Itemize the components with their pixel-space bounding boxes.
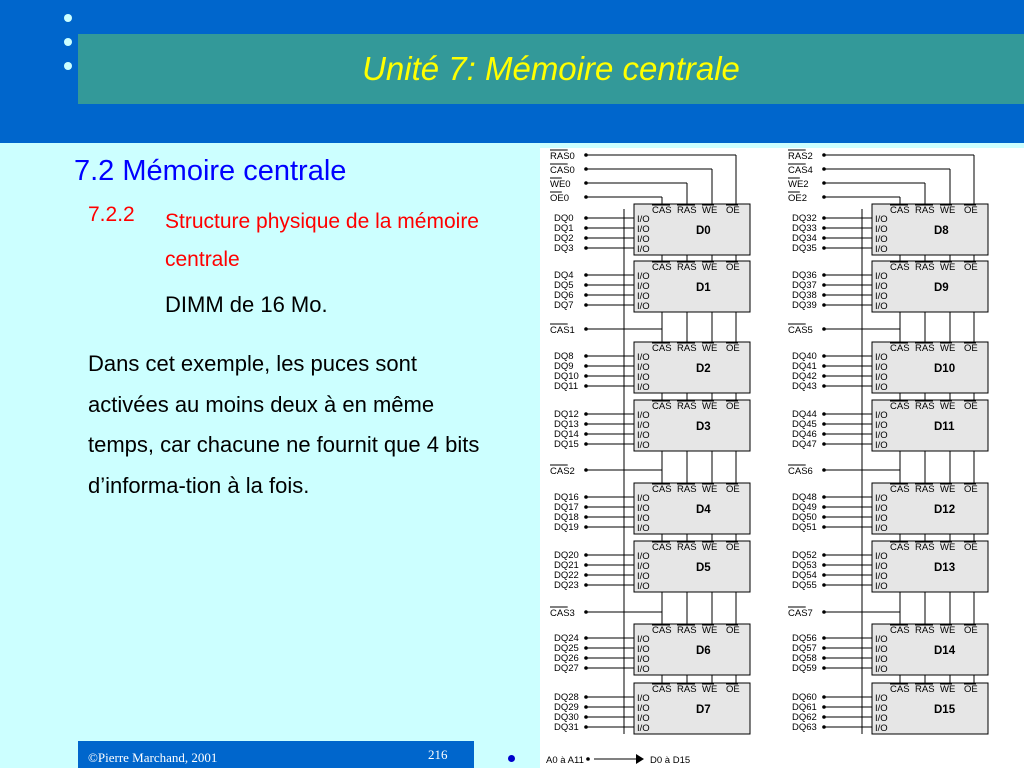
io-label: I/O — [875, 634, 888, 645]
io-label: I/O — [637, 410, 650, 421]
chip-pin-label: RAS — [677, 262, 697, 273]
io-label: I/O — [875, 372, 888, 383]
io-label: I/O — [875, 703, 888, 714]
cas-label: CAS7 — [788, 608, 813, 619]
address-bus-label: A0 à A11 — [546, 755, 584, 766]
dq-label: DQ11 — [554, 381, 579, 392]
io-label: I/O — [875, 571, 888, 582]
io-label: I/O — [637, 703, 650, 714]
chip-pin-label: CAS — [652, 542, 672, 553]
bullet-dot-icon — [64, 38, 72, 46]
dq-label: DQ21 — [554, 560, 579, 571]
dq-label: DQ26 — [554, 653, 579, 664]
dq-label: DQ61 — [792, 702, 817, 713]
io-label: I/O — [637, 551, 650, 562]
dq-label: DQ13 — [554, 419, 579, 430]
chip-name: D7 — [696, 704, 711, 716]
dq-label: DQ1 — [554, 223, 574, 234]
chip-pin-label: RAS — [915, 542, 935, 553]
chip-name: D5 — [696, 562, 711, 574]
dq-label: DQ23 — [554, 580, 579, 591]
dq-label: DQ14 — [554, 429, 579, 440]
chip-pin-label: OE — [964, 401, 978, 412]
chip-name: D11 — [934, 421, 955, 433]
chip-pin-label: WE — [702, 262, 718, 273]
dq-label: DQ63 — [792, 722, 817, 733]
chip-name: D14 — [934, 645, 956, 657]
signal-label: OE0 — [550, 193, 570, 204]
chip-pin-label: CAS — [652, 401, 672, 412]
io-label: I/O — [875, 214, 888, 225]
chip-pin-label: OE — [964, 484, 978, 495]
dq-label: DQ36 — [792, 270, 817, 281]
dq-label: DQ0 — [554, 213, 574, 224]
dq-label: DQ60 — [792, 692, 817, 703]
chip-pin-label: OE — [964, 343, 978, 354]
chip-name: D10 — [934, 363, 956, 375]
dq-label: DQ46 — [792, 429, 817, 440]
title-box — [78, 34, 1024, 104]
chip-name: D9 — [934, 282, 949, 294]
chip-name: D2 — [696, 363, 711, 375]
signal-label: CAS4 — [788, 165, 813, 176]
io-label: I/O — [875, 410, 888, 421]
io-label: I/O — [637, 281, 650, 292]
chip-pin-label: WE — [702, 205, 718, 216]
io-label: I/O — [637, 244, 650, 255]
dq-label: DQ54 — [792, 570, 817, 581]
chip-name: D0 — [696, 225, 711, 237]
dq-label: DQ25 — [554, 643, 579, 654]
chip-pin-label: RAS — [677, 205, 697, 216]
chip-pin-label: OE — [726, 343, 740, 354]
io-label: I/O — [875, 362, 888, 373]
dq-label: DQ44 — [792, 409, 817, 420]
chip-pin-label: OE — [726, 262, 740, 273]
io-label: I/O — [875, 644, 888, 655]
dq-label: DQ22 — [554, 570, 579, 581]
io-label: I/O — [637, 440, 650, 451]
dq-label: DQ40 — [792, 351, 817, 362]
chip-name: D15 — [934, 704, 956, 716]
chip-pin-label: WE — [940, 625, 956, 636]
io-label: I/O — [637, 713, 650, 724]
chip-pin-label: WE — [940, 484, 956, 495]
chip-pin-label: CAS — [890, 542, 910, 553]
io-label: I/O — [637, 654, 650, 665]
io-label: I/O — [637, 723, 650, 734]
section-heading: 7.2 Mémoire centrale — [74, 155, 347, 187]
dq-label: DQ45 — [792, 419, 817, 430]
dq-label: DQ4 — [554, 270, 574, 281]
signal-label: WE2 — [788, 179, 809, 190]
io-label: I/O — [875, 493, 888, 504]
dq-label: DQ38 — [792, 290, 817, 301]
chip-name: D4 — [696, 504, 711, 516]
chip-name: D3 — [696, 421, 711, 433]
chip-pin-label: RAS — [677, 343, 697, 354]
dq-label: DQ12 — [554, 409, 579, 420]
chip-pin-label: WE — [940, 262, 956, 273]
dq-label: DQ3 — [554, 243, 574, 254]
chip-pin-label: RAS — [915, 401, 935, 412]
chip-pin-label: CAS — [652, 205, 672, 216]
io-label: I/O — [875, 654, 888, 665]
bullet-dot-icon — [64, 62, 72, 70]
io-label: I/O — [875, 382, 888, 393]
chip-pin-label: CAS — [890, 625, 910, 636]
chip-pin-label: WE — [702, 542, 718, 553]
dq-label: DQ9 — [554, 361, 574, 372]
dq-label: DQ55 — [792, 580, 817, 591]
chip-pin-label: RAS — [677, 484, 697, 495]
bullet-dot-icon — [508, 755, 515, 762]
chip-pin-label: WE — [702, 484, 718, 495]
chip-pin-label: RAS — [915, 625, 935, 636]
io-label: I/O — [875, 271, 888, 282]
dq-label: DQ7 — [554, 300, 574, 311]
chip-pin-label: RAS — [915, 484, 935, 495]
footer-page-number: 216 — [428, 747, 448, 762]
io-label: I/O — [875, 581, 888, 592]
io-label: I/O — [637, 693, 650, 704]
io-label: I/O — [637, 664, 650, 675]
chip-pin-label: RAS — [677, 401, 697, 412]
chip-name: D6 — [696, 645, 711, 657]
chip-pin-label: OE — [726, 625, 740, 636]
dimm-diagram-svg — [540, 148, 1024, 768]
dq-label: DQ10 — [554, 371, 579, 382]
dq-label: DQ53 — [792, 560, 817, 571]
io-label: I/O — [875, 244, 888, 255]
cas-label: CAS5 — [788, 325, 813, 336]
signal-label: OE2 — [788, 193, 808, 204]
dq-label: DQ35 — [792, 243, 817, 254]
dq-label: DQ56 — [792, 633, 817, 644]
footer-copyright: ©Pierre Marchand, 2001 — [88, 750, 218, 765]
dq-label: DQ39 — [792, 300, 817, 311]
io-label: I/O — [875, 713, 888, 724]
chip-pin-label: RAS — [915, 205, 935, 216]
data-bus-label: D0 à D15 — [650, 755, 691, 766]
chip-pin-label: WE — [940, 542, 956, 553]
cas-label: CAS1 — [550, 325, 575, 336]
io-label: I/O — [637, 493, 650, 504]
io-label: I/O — [637, 523, 650, 534]
io-label: I/O — [637, 503, 650, 514]
chip-pin-label: CAS — [890, 684, 910, 695]
io-label: I/O — [875, 693, 888, 704]
cas-label: CAS2 — [550, 466, 575, 477]
chip-name: D13 — [934, 562, 956, 574]
signal-label: RAS0 — [550, 151, 575, 162]
io-label: I/O — [875, 723, 888, 734]
io-label: I/O — [875, 523, 888, 534]
dq-label: DQ16 — [554, 492, 579, 503]
dq-label: DQ24 — [554, 633, 579, 644]
dq-label: DQ15 — [554, 439, 579, 450]
io-label: I/O — [875, 503, 888, 514]
dq-label: DQ28 — [554, 692, 579, 703]
io-label: I/O — [875, 420, 888, 431]
chip-pin-label: RAS — [915, 262, 935, 273]
chip-pin-label: OE — [964, 542, 978, 553]
subsection-title: Structure physique de la mémoire centrale — [165, 210, 479, 271]
io-label: I/O — [875, 281, 888, 292]
chip-pin-label: RAS — [677, 684, 697, 695]
signal-label: WE0 — [550, 179, 571, 190]
chip-pin-label: WE — [940, 401, 956, 412]
chip-pin-label: CAS — [652, 484, 672, 495]
arrow-icon — [636, 754, 644, 764]
dq-label: DQ31 — [554, 722, 579, 733]
io-label: I/O — [875, 551, 888, 562]
dq-label: DQ27 — [554, 663, 579, 674]
chip-pin-label: CAS — [652, 262, 672, 273]
chip-pin-label: CAS — [890, 484, 910, 495]
dimm-caption: DIMM de 16 Mo. — [165, 292, 328, 317]
signal-label: CAS0 — [550, 165, 575, 176]
pin-dot — [586, 757, 590, 761]
chip-pin-label: WE — [940, 343, 956, 354]
chip-pin-label: RAS — [677, 625, 697, 636]
dq-label: DQ50 — [792, 512, 817, 523]
io-label: I/O — [875, 664, 888, 675]
dq-label: DQ48 — [792, 492, 817, 503]
io-label: I/O — [637, 291, 650, 302]
chip-pin-label: OE — [964, 625, 978, 636]
chip-pin-label: CAS — [890, 343, 910, 354]
io-label: I/O — [875, 430, 888, 441]
io-label: I/O — [875, 352, 888, 363]
chip-pin-label: CAS — [890, 401, 910, 412]
chip-name: D1 — [696, 282, 711, 294]
dq-label: DQ58 — [792, 653, 817, 664]
dq-label: DQ59 — [792, 663, 817, 674]
dq-label: DQ20 — [554, 550, 579, 561]
dq-label: DQ41 — [792, 361, 817, 372]
io-label: I/O — [637, 571, 650, 582]
io-label: I/O — [637, 420, 650, 431]
chip-pin-label: OE — [964, 684, 978, 695]
dq-label: DQ19 — [554, 522, 579, 533]
io-label: I/O — [637, 634, 650, 645]
dq-label: DQ30 — [554, 712, 579, 723]
chip-pin-label: CAS — [652, 625, 672, 636]
dq-label: DQ34 — [792, 233, 817, 244]
dq-label: DQ57 — [792, 643, 817, 654]
slide-title: Unité 7: Mémoire centrale — [362, 50, 740, 87]
subsection-number: 7.2.2 — [88, 203, 135, 226]
io-label: I/O — [637, 362, 650, 373]
chip-pin-label: CAS — [890, 262, 910, 273]
io-label: I/O — [875, 224, 888, 235]
dq-label: DQ18 — [554, 512, 579, 523]
io-label: I/O — [637, 224, 650, 235]
body-paragraph: Dans cet exemple, les puces sont activées au moins deux à en même temps, car chacune ne fournit que 4 bits d’informa-tion à la fois. — [88, 351, 480, 498]
dq-label: DQ47 — [792, 439, 817, 450]
dq-label: DQ5 — [554, 280, 574, 291]
io-label: I/O — [875, 561, 888, 572]
io-label: I/O — [637, 301, 650, 312]
chip-pin-label: WE — [702, 684, 718, 695]
chip-pin-label: OE — [964, 205, 978, 216]
chip-pin-label: OE — [964, 262, 978, 273]
io-label: I/O — [875, 513, 888, 524]
chip-pin-label: WE — [702, 625, 718, 636]
io-label: I/O — [875, 440, 888, 451]
io-label: I/O — [637, 271, 650, 282]
dimm-diagram — [540, 148, 1024, 768]
dq-label: DQ43 — [792, 381, 817, 392]
io-label: I/O — [637, 644, 650, 655]
io-label: I/O — [637, 513, 650, 524]
io-label: I/O — [637, 581, 650, 592]
io-label: I/O — [637, 561, 650, 572]
chip-pin-label: OE — [726, 401, 740, 412]
chip-pin-label: RAS — [915, 343, 935, 354]
dq-label: DQ29 — [554, 702, 579, 713]
chip-pin-label: WE — [940, 684, 956, 695]
dq-label: DQ6 — [554, 290, 574, 301]
dq-label: DQ37 — [792, 280, 817, 291]
dq-label: DQ42 — [792, 371, 817, 382]
dq-label: DQ8 — [554, 351, 574, 362]
io-label: I/O — [875, 301, 888, 312]
dq-label: DQ17 — [554, 502, 579, 513]
io-label: I/O — [875, 291, 888, 302]
chip-pin-label: WE — [702, 343, 718, 354]
chip-pin-label: OE — [726, 542, 740, 553]
cas-label: CAS3 — [550, 608, 575, 619]
dq-label: DQ33 — [792, 223, 817, 234]
signal-label: RAS2 — [788, 151, 813, 162]
dq-label: DQ2 — [554, 233, 574, 244]
io-label: I/O — [637, 430, 650, 441]
chip-pin-label: OE — [726, 205, 740, 216]
io-label: I/O — [637, 352, 650, 363]
io-label: I/O — [875, 234, 888, 245]
io-label: I/O — [637, 382, 650, 393]
bullet-dot-icon — [64, 14, 72, 22]
dq-label: DQ62 — [792, 712, 817, 723]
dq-label: DQ52 — [792, 550, 817, 561]
io-label: I/O — [637, 372, 650, 383]
cas-label: CAS6 — [788, 466, 813, 477]
chip-pin-label: OE — [726, 684, 740, 695]
chip-name: D8 — [934, 225, 949, 237]
chip-name: D12 — [934, 504, 956, 516]
chip-pin-label: CAS — [652, 684, 672, 695]
chip-pin-label: CAS — [890, 205, 910, 216]
dq-label: DQ51 — [792, 522, 817, 533]
io-label: I/O — [637, 234, 650, 245]
chip-pin-label: RAS — [677, 542, 697, 553]
io-label: I/O — [637, 214, 650, 225]
chip-pin-label: OE — [726, 484, 740, 495]
chip-pin-label: WE — [940, 205, 956, 216]
dq-label: DQ49 — [792, 502, 817, 513]
chip-pin-label: CAS — [652, 343, 672, 354]
dq-label: DQ32 — [792, 213, 817, 224]
chip-pin-label: RAS — [915, 684, 935, 695]
chip-pin-label: WE — [702, 401, 718, 412]
